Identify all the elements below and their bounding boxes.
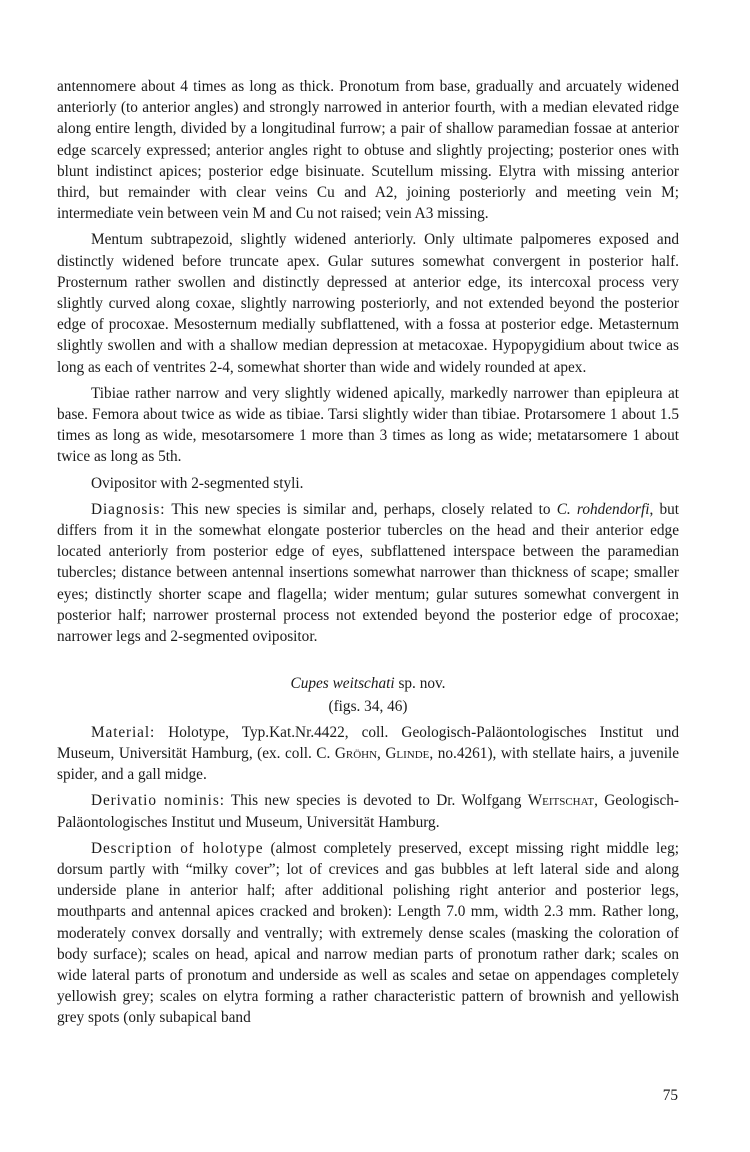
paragraph-derivatio [57,790,679,832]
material-text-3: , no.4261), with stellate hairs, a juvenile spider, and a gall midge. [57,744,680,784]
derivatio-label: Derivatio nominis: [91,792,225,810]
paragraph-material [57,722,679,786]
material-text-1: Holotype, Typ.Kat.Nr.4422, coll. Geologisch-Paläontologisches Institut und Museum, Universität Hamburg, (ex. coll. C. [57,723,679,762]
paragraph-mentum: Mentum subtrapezoid, slightly widened anteriorly. Only ultimate palpomeres exposed and distinctly widened before truncate apex. Gular sutures somewhat convergent in posterior half. Prosternum rather swollen and distinctly depressed at anterior edge, its intercoxal process very slightly curved along coxae, slightly narrowing posteriorly, and not extended beyond the posterior edge of procoxae. Mesosternum medially subflattened, with a fossa at posterior edge. Metasternum slightly swollen and with a shallow median depression at metacoxae. Hypopygidium about twice as long as each of ventrites 2-4, somewhat shorter than wide and widely rounded at apex. [57,231,679,376]
material-text-2: , [377,744,386,762]
diagnosis-text-2: , but differs from it in the somewhat elongate posterior tubercles on the head and their anterior edge located anteriorly from posterior edge of eyes, subflattened interspace between the paramedian tubercles; distance between antennal insertions somewhat narrower than thickness of scape; smaller eyes; distinctly shorter scape and flagella; wider mentum; gular sutures somewhat convergent in posterior half; narrower prosternal process not extended beyond the posterior edge of procoxae; narrower legs and 2-segmented ovipositor. [57,500,679,646]
description-label: Description of holotype [91,839,264,857]
derivatio-text-2: , Geologisch-Paläontologisches Institut und Museum, Universität Hamburg. [57,792,679,831]
paragraph-pronotum: antennomere about 4 times as long as thick. Pronotum from base, gradually and arcuately widened anteriorly (to anterior angles) and strongly narrowed in anterior fourth, with a median elevated ridge along entire length, divided by a longitudinal furrow; a pair of shallow paramedian fossae at anterior edge scarcely expressed; anterior angles right to obtuse and slightly projecting; posterior ones with blunt indistinct apices; posterior edge bisinuate. Scutellum missing. Elytra with missing anterior third, but remainder with clear veins Cu and A2, joining posteriorly and meeting vein M; intermediate vein between vein M and Cu not raised; vein A3 missing. [57,78,679,223]
species-suffix: sp. nov. [394,675,446,693]
paragraph-description [57,838,679,1029]
material-label: Material: [91,723,156,741]
paragraph-diagnosis [57,499,679,647]
derivatio-text-1: This new species is devoted to Dr. Wolfgang [224,792,528,810]
diagnosis-label: Diagnosis: [91,500,166,518]
diagnosis-species: C. rohdendorfi [556,500,650,518]
derivatio-name: Weitschat [527,792,595,810]
page-number: 75 [662,1087,678,1104]
species-name: Cupes weitschati [290,675,395,693]
diagnosis-text-1: This new species is similar and, perhaps, closely related to [165,500,557,518]
paragraph-tibiae: Tibiae rather narrow and very slightly widened apically, markedly narrower than epipleura at base. Femora about twice as wide as tibiae. Tarsi slightly wider than tibiae. Protarsomere 1 about 1.5 times as long as wide, mesotarsomere 1 more than 3 times as long as wide; metatarsomere 1 about twice as long as 5th. [57,384,679,466]
page-body [57,76,679,1029]
figures-reference: (figs. 34, 46) [328,698,408,716]
paragraph-ovipositor: Ovipositor with 2-segmented styli. [91,474,304,492]
description-text: (almost completely preserved, except missing right middle leg; dorsum partly with “milky cover”; lot of crevices and gas bubbles at left lateral side and along underside plane in anterior half; after additional polishing right anterior and posterior legs, mouthparts and antennal apices cracked and broken): Length 7.0 mm, width 2.3 mm. Rather long, moderately convex dorsally and ventrally; with extremely dense scales (masking the coloration of body surface); scales on head, apical and narrow median parts of pronotum rather dark; scales on wide lateral parts of pronotum and underside as well as scales and setae on appendages completely yellowish grey; scales on elytra forming a rather characteristic pattern of brownish and yellowish grey spots (only subapical band [57,839,679,1027]
species-heading [57,673,679,694]
material-name-2: Glinde [385,744,430,762]
material-name-1: Gröhn [334,744,378,762]
